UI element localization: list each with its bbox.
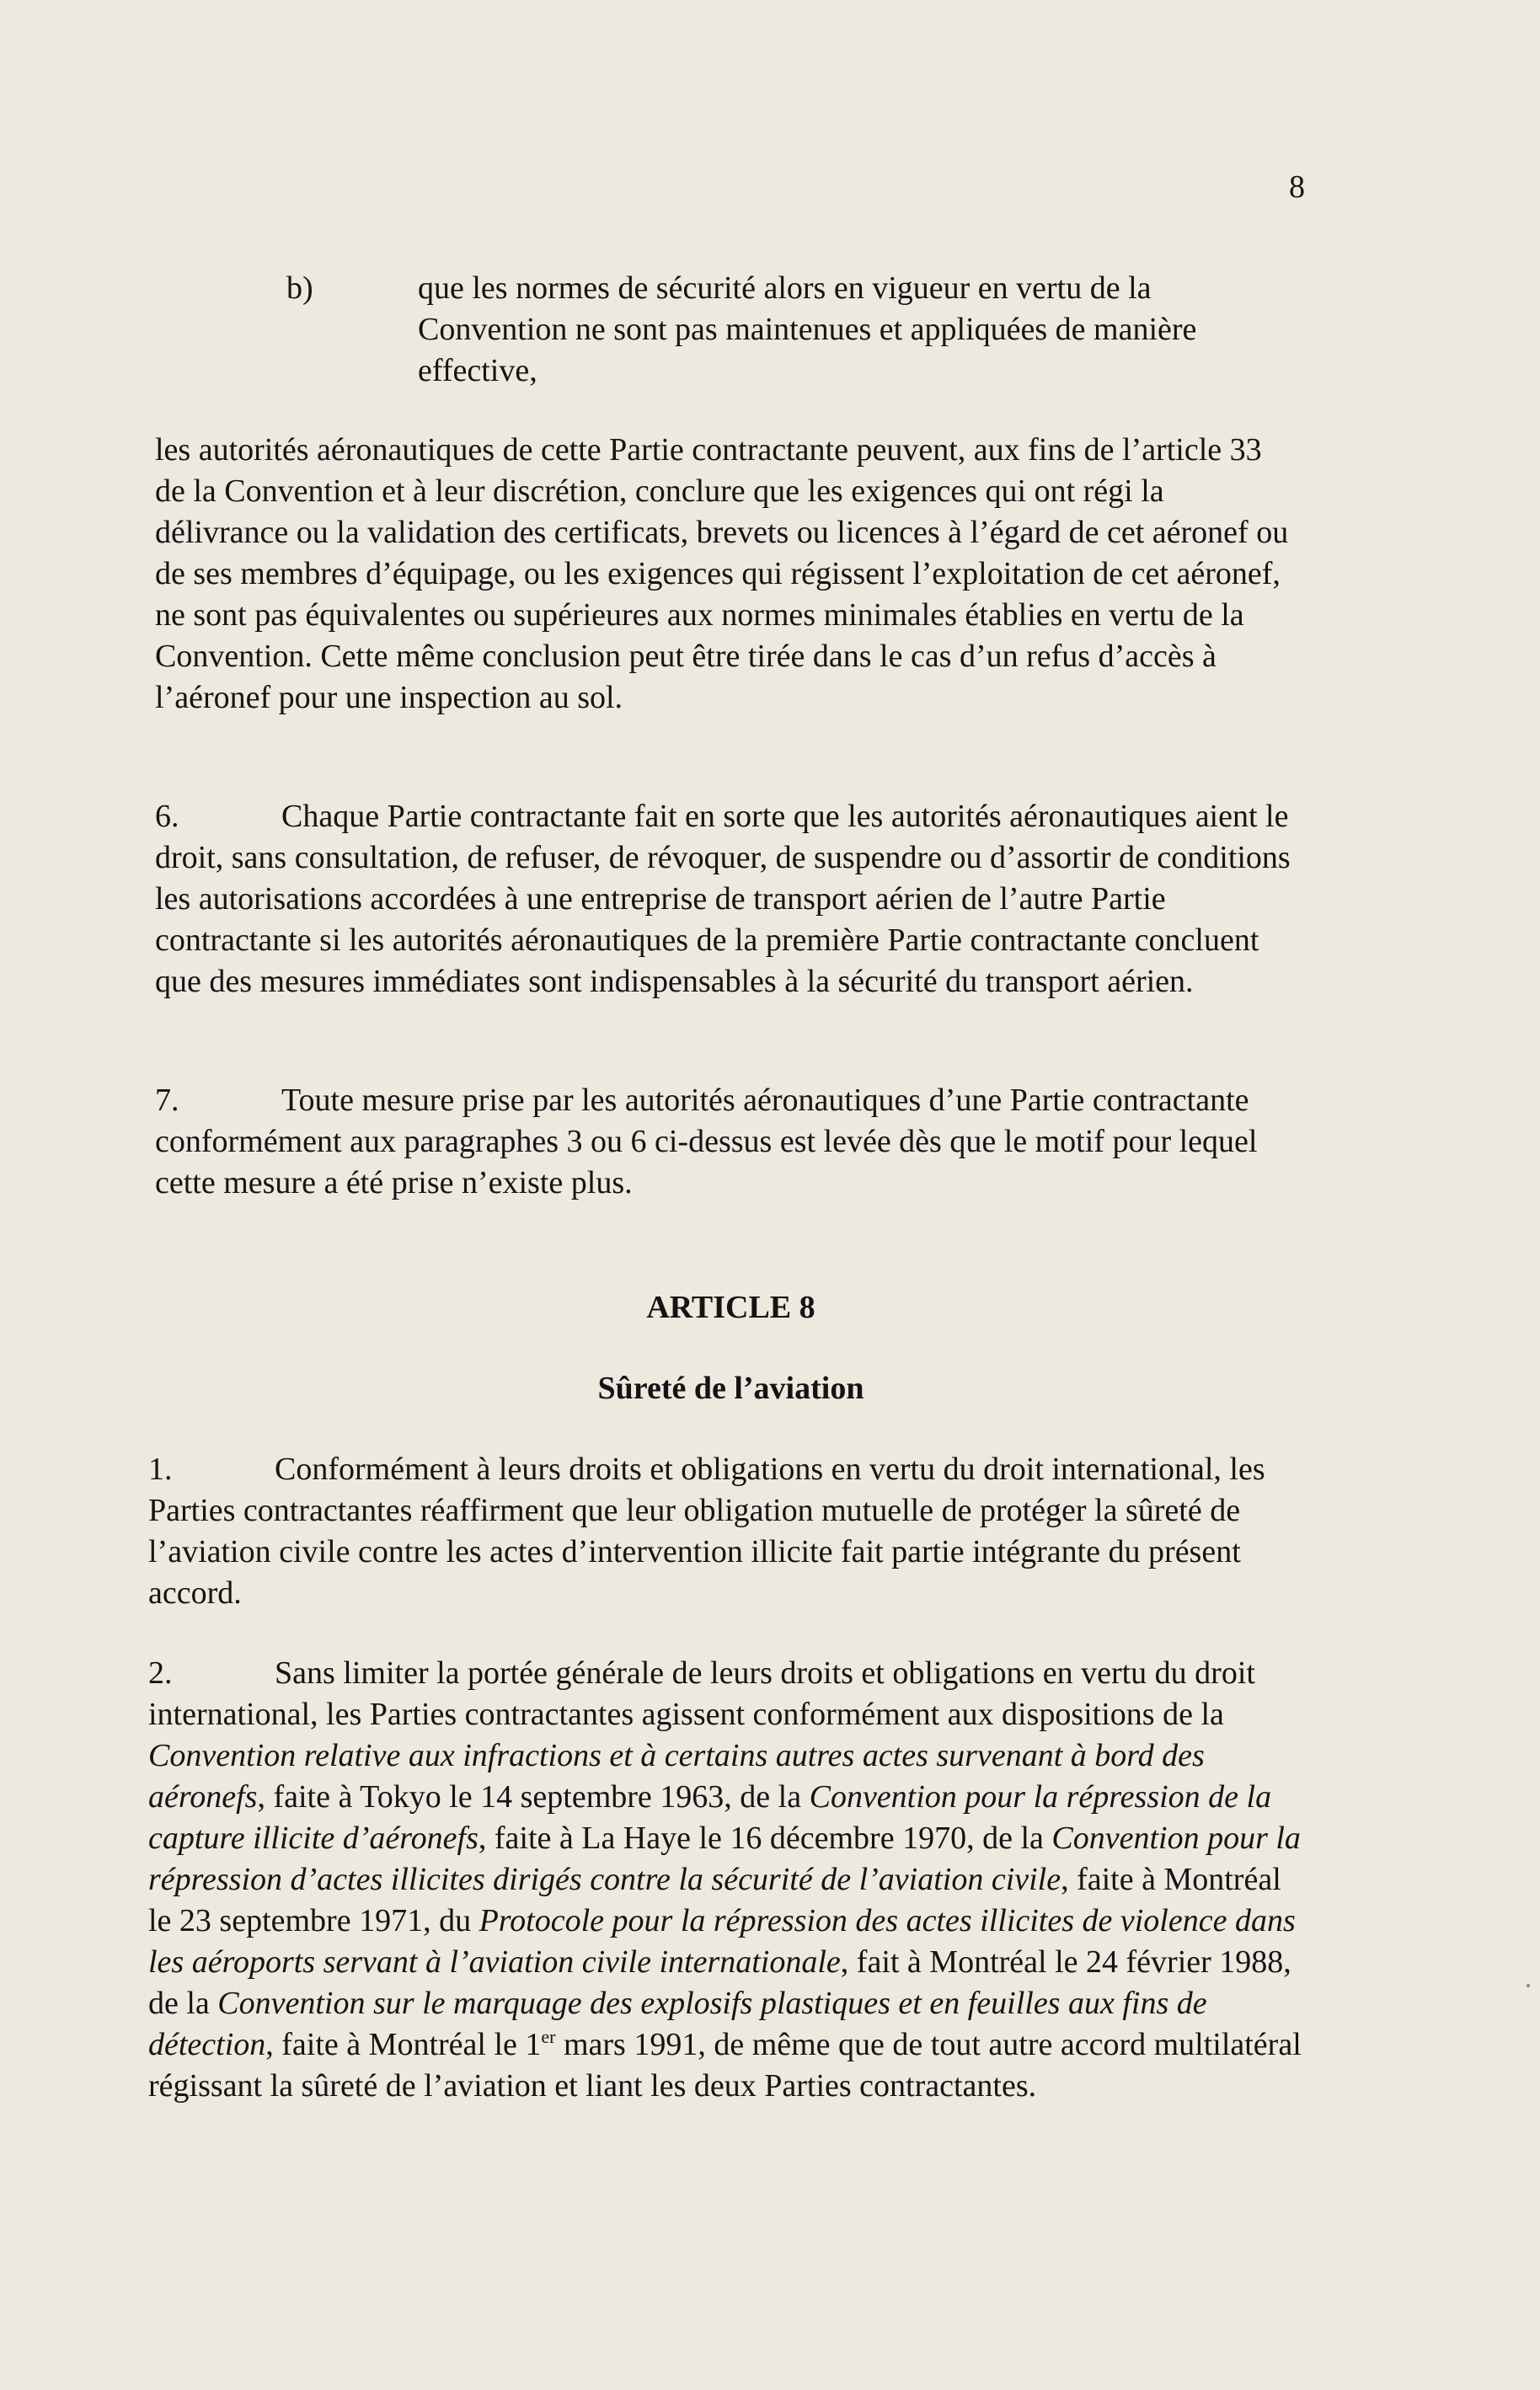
list-item-label: b) (286, 270, 313, 306)
protocol-title-montreal-1988: Protocole pour la répression des actes illicites de violence dans les aéroports servant à l’aviation civile internationale (148, 1903, 1296, 1980)
paragraph-number: 6. (155, 799, 179, 834)
paragraph-text: , faite à Tokyo le 14 septembre 1963, de la (257, 1779, 810, 1815)
article-title: ARTICLE 8 (646, 1290, 815, 1325)
paragraph-text: Chaque Partie contractante fait en sorte que les autorités aéronautiques aient le droit, sans consultation, de refuser, de révoquer, de suspendre ou d’assortir de conditions les autorisations accordées à une entreprise de transport aérien de l’autre Partie contractante si les autorités aéronautiques de la première Partie contractante concluent que des mesures immédiates sont indispensables à la sécurité du transport aérien. (155, 799, 1291, 999)
article-paragraph-1 (148, 1449, 1294, 1614)
paragraph-text: Conformément à leurs droits et obligations en vertu du droit international, les Parties contractantes réaffirment que leur obligation mutuelle de protéger la sûreté de l’aviation civile contre les actes d’intervention illicite fait partie intégrante du présent accord. (148, 1452, 1265, 1611)
list-item-text: que les normes de sécurité alors en vigueur en vertu de la Convention ne sont pas maintenues et appliquées de manière effective, (418, 270, 1197, 388)
treaty-title-montreal-1971: Convention pour la répression d’actes illicites dirigés contre la sécurité de l’aviation civile (148, 1821, 1301, 1897)
ordinal-superscript: er (541, 2026, 556, 2047)
paragraph-text: , fait à Montréal le 24 février 1988, de la (148, 1944, 1291, 2021)
paragraph-number: 2. (148, 1655, 173, 1691)
treaty-title-tokyo: Convention relative aux infractions et à certains autres actes survenant à bord des aéronefs (148, 1738, 1205, 1815)
paragraph-7 (155, 1080, 1309, 1204)
treaty-title-montreal-1991: Convention sur le marquage des explosifs plastiques et en feuilles aux fins de détection (148, 1986, 1207, 2062)
treaty-title-la-haye: Convention pour la répression de la capture illicite d’aéronefs (148, 1779, 1272, 1856)
paragraph-continuation: les autorités aéronautiques de cette Partie contractante peuvent, aux fins de l’article 33 de la Convention et à leur discrétion, conclure que les exigences qui ont régi la délivrance ou la validation des certificats, brevets ou licences à l’égard de cet aéronef ou de ses membres d’équipage, ou les exigences qui régissent l’exploitation de cet aéronef, ne sont pas équivalentes ou supérieures aux normes minimales établies en vertu de la Convention. Cette même conclusion peut être tirée dans le cas d’un refus d’accès à l’aéronef pour une inspection au sol. (155, 432, 1289, 715)
paragraph-number: 1. (148, 1452, 173, 1487)
paragraph-text: , faite à Montréal le 1 (265, 2027, 542, 2062)
paragraph-text: Sans limiter la portée générale de leurs droits et obligations en vertu du droit international, les Parties contractantes agissent conformément aux dispositions de la (148, 1655, 1255, 1732)
paragraph-text: , faite à Montréal le 23 septembre 1971, du (148, 1862, 1281, 1938)
article-subtitle: Sûreté de l’aviation (597, 1371, 864, 1406)
scan-speck (1527, 1984, 1530, 1987)
paragraph-text: Toute mesure prise par les autorités aéronautiques d’une Partie contractante conformément aux paragraphes 3 ou 6 ci-dessus est levée dès que le motif pour lequel cette mesure a été prise n’existe plus. (155, 1083, 1258, 1200)
paragraph-6 (155, 796, 1292, 1003)
paragraph-text: , faite à La Haye le 16 décembre 1970, de la (478, 1821, 1052, 1856)
article-paragraph-2 (148, 1653, 1302, 2107)
page-number: 8 (1289, 169, 1305, 205)
paragraph-text: mars 1991, de même que de tout autre accord multilatéral régissant la sûreté de l’aviation et liant les deux Parties contractantes. (148, 2027, 1302, 2104)
paragraph-number: 7. (155, 1083, 179, 1118)
